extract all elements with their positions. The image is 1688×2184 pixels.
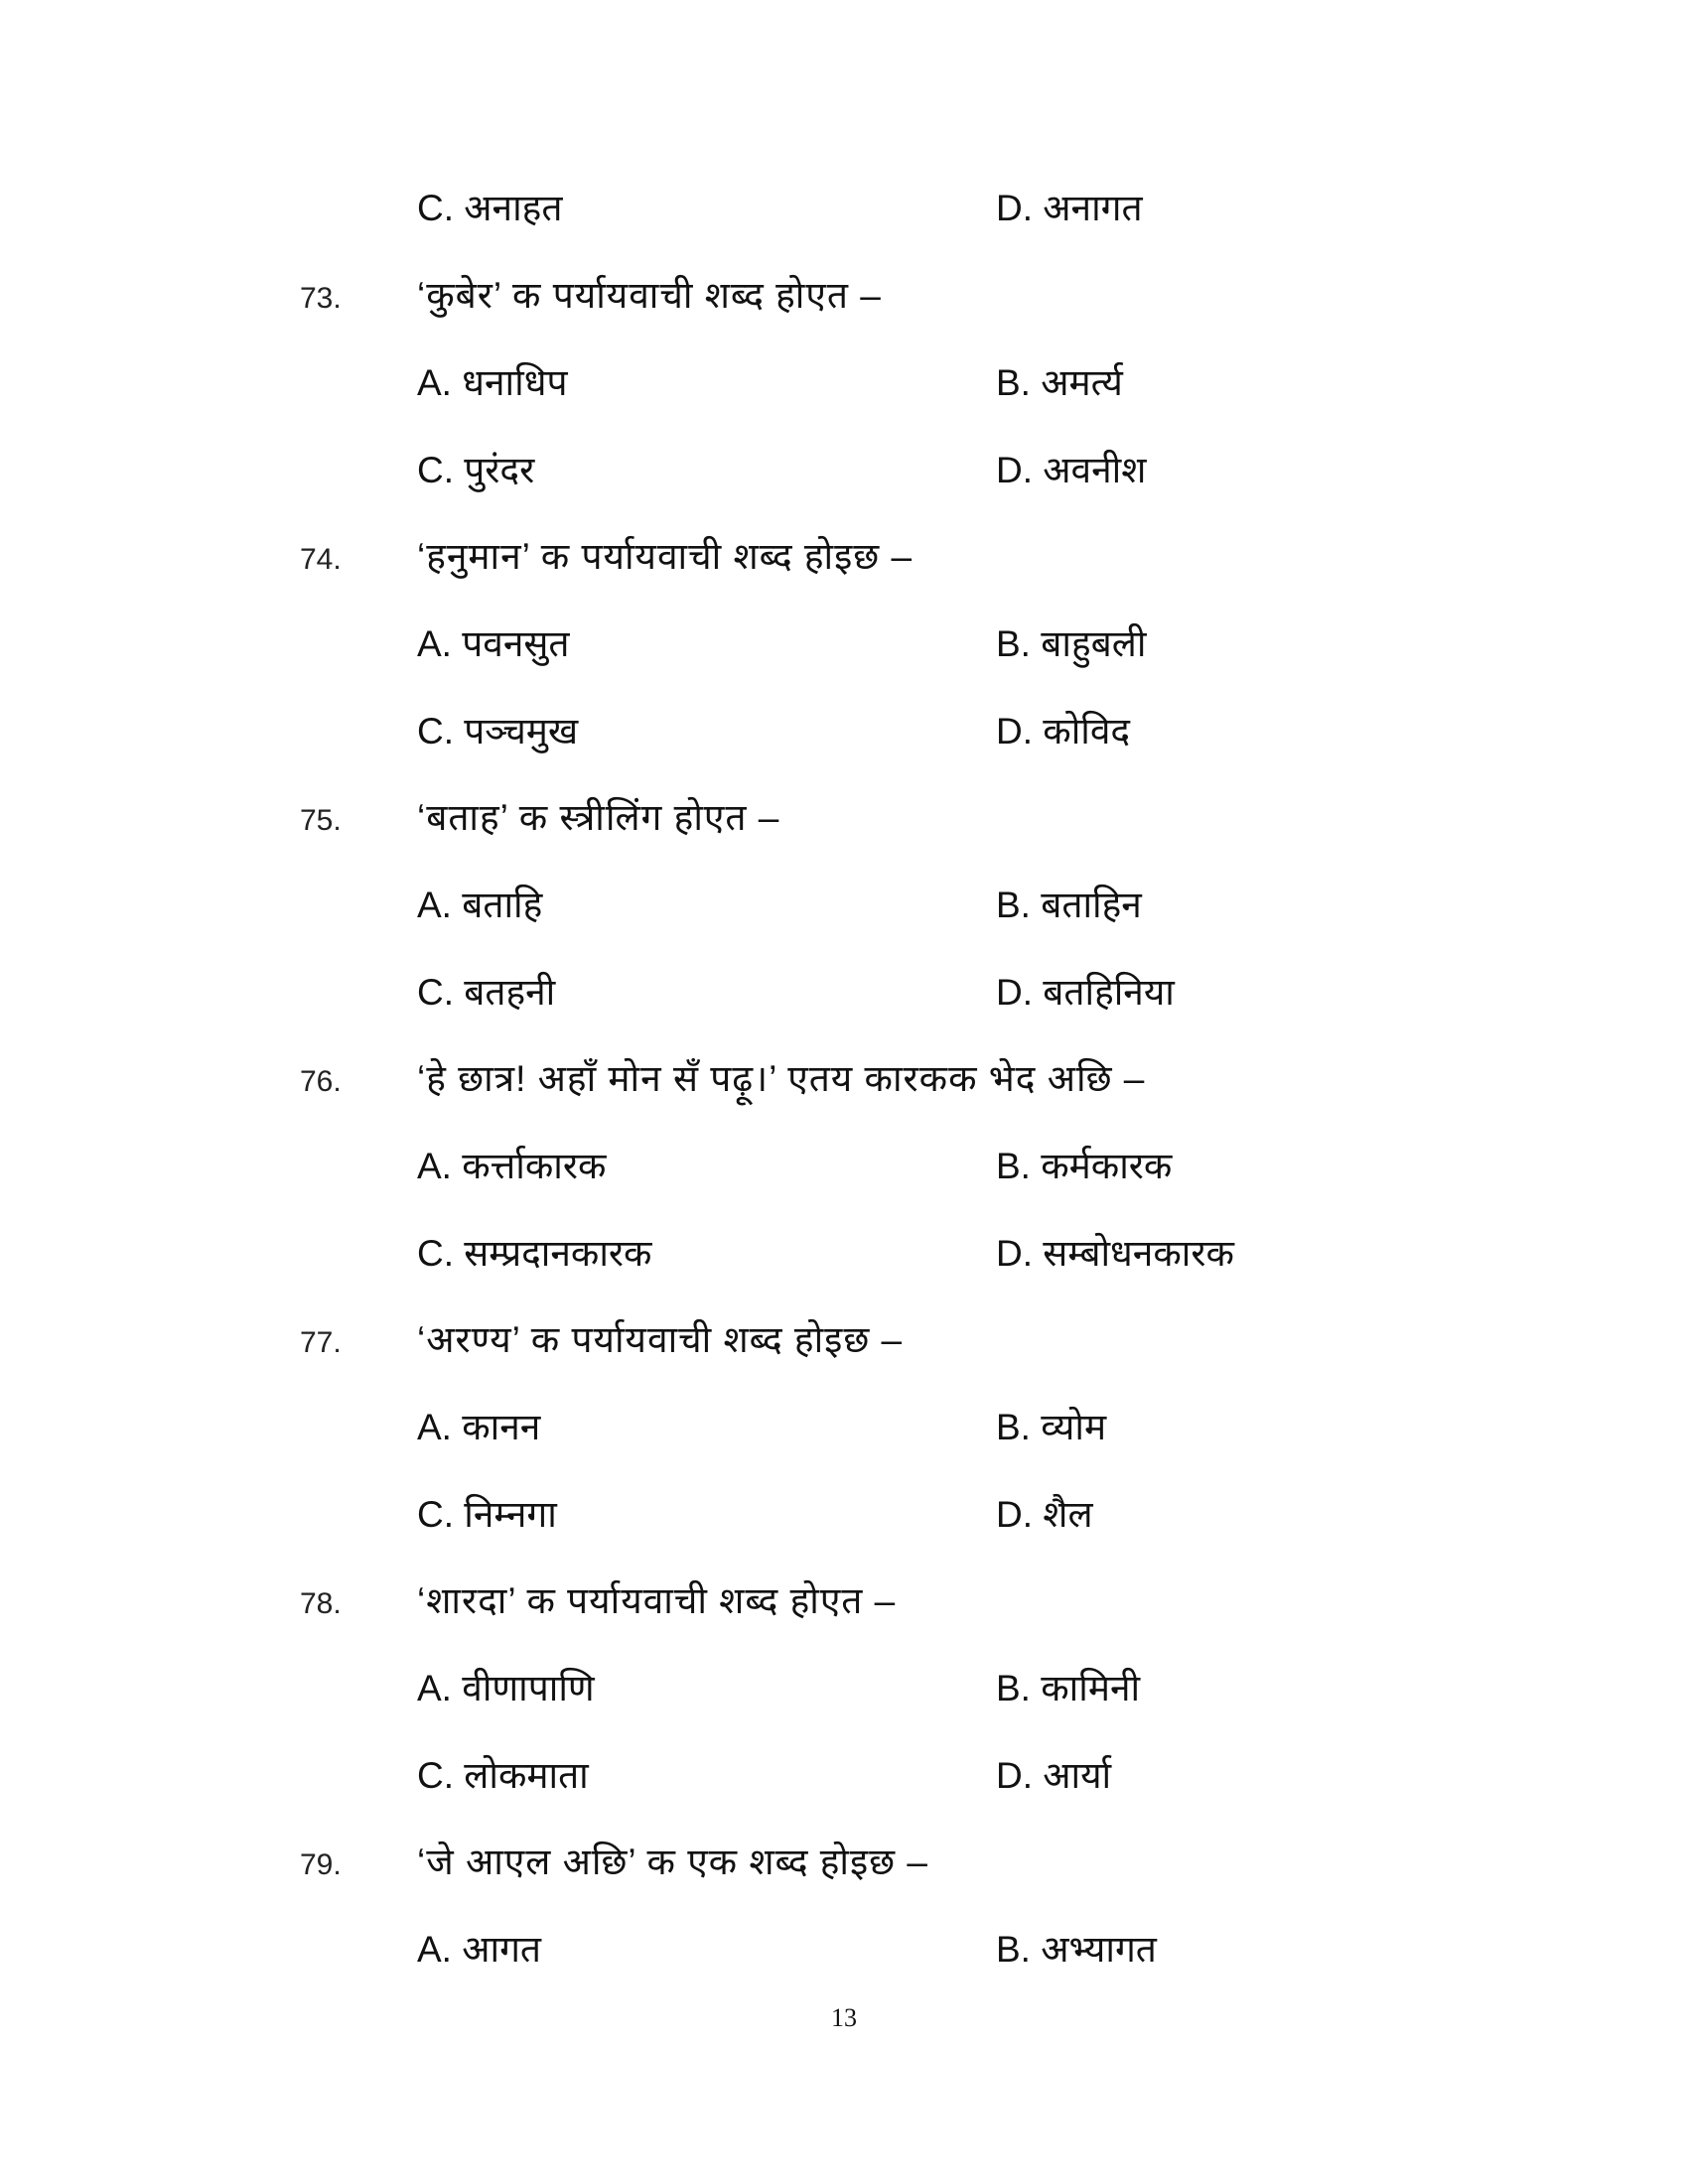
question-text: ‘शारदा’ क पर्यायवाची शब्द होएत – — [417, 1580, 897, 1621]
option-d: D. अनागत — [996, 188, 1143, 228]
option-c: C. अनाहत — [417, 188, 563, 228]
option-a: A. पवनसुत — [417, 623, 570, 664]
question-number: 78. — [300, 1587, 342, 1620]
option-b: B. बाहुबली — [996, 623, 1147, 664]
question-76 — [0, 1051, 1688, 1111]
option-c: C. पुरंदर — [417, 450, 535, 490]
option-a: A. आगत — [417, 1929, 541, 1970]
option-c: C. निम्नगा — [417, 1494, 557, 1535]
option-c: C. सम्प्रदानकारक — [417, 1233, 652, 1274]
page-number: 13 — [831, 2003, 857, 2032]
question-text: ‘कुबेर’ क पर्यायवाची शब्द होएत – — [417, 275, 882, 316]
question-number: 75. — [300, 804, 342, 837]
question-text: ‘बताह’ क स्त्रीलिंग होएत – — [417, 797, 780, 838]
question-text: ‘हनुमान’ क पर्यायवाची शब्द होइछ – — [417, 536, 914, 577]
option-a: A. वीणापाणि — [417, 1668, 595, 1708]
option-b: B. बताहिन — [996, 885, 1142, 925]
option-b: B. अभ्यागत — [996, 1929, 1157, 1970]
option-a: A. धनाधिप — [417, 362, 568, 403]
option-d: D. आर्या — [996, 1755, 1112, 1796]
options-row — [0, 704, 1688, 763]
carryover-options-row — [0, 181, 1688, 240]
option-b: B. अमर्त्य — [996, 362, 1123, 403]
options-row — [0, 443, 1688, 502]
options-row — [0, 1748, 1688, 1808]
question-text: ‘जे आएल अछि’ क एक शब्द होइछ – — [417, 1842, 928, 1882]
option-c: C. लोकमाता — [417, 1755, 589, 1796]
options-row — [0, 1226, 1688, 1286]
option-a: A. बताहि — [417, 885, 543, 925]
option-a: A. कर्त्ताकारक — [417, 1146, 607, 1186]
question-number: 79. — [300, 1848, 342, 1881]
option-c: C. पञ्चमुख — [417, 711, 579, 751]
option-b: B. कामिनी — [996, 1668, 1141, 1708]
question-79 — [0, 1835, 1688, 1894]
option-d: D. बतहिनिया — [996, 972, 1175, 1013]
question-73 — [0, 268, 1688, 328]
question-78 — [0, 1573, 1688, 1633]
question-74 — [0, 529, 1688, 589]
options-row — [0, 1487, 1688, 1547]
question-number: 76. — [300, 1065, 342, 1098]
question-text: ‘हे छात्र! अहाँ मोन सँ पढ़ू।’ एतय कारकक भेद अछि – — [417, 1058, 1146, 1099]
option-b: B. कर्मकारक — [996, 1146, 1173, 1186]
options-row — [0, 1400, 1688, 1459]
option-c: C. बतहनी — [417, 972, 556, 1013]
question-number: 77. — [300, 1326, 342, 1359]
options-row — [0, 1661, 1688, 1720]
question-75 — [0, 790, 1688, 850]
options-row — [0, 616, 1688, 676]
options-row — [0, 1922, 1688, 1981]
question-77 — [0, 1312, 1688, 1372]
question-text: ‘अरण्य’ क पर्यायवाची शब्द होइछ – — [417, 1319, 904, 1360]
question-number: 73. — [300, 282, 342, 315]
option-a: A. कानन — [417, 1407, 541, 1447]
options-row — [0, 1139, 1688, 1198]
options-row — [0, 355, 1688, 415]
option-d: D. कोविद — [996, 711, 1131, 751]
option-d: D. अवनीश — [996, 450, 1147, 490]
options-row — [0, 878, 1688, 937]
question-number: 74. — [300, 543, 342, 576]
option-d: D. सम्बोधनकारक — [996, 1233, 1234, 1274]
option-b: B. व्योम — [996, 1407, 1107, 1447]
option-d: D. शैल — [996, 1494, 1093, 1535]
options-row — [0, 965, 1688, 1024]
